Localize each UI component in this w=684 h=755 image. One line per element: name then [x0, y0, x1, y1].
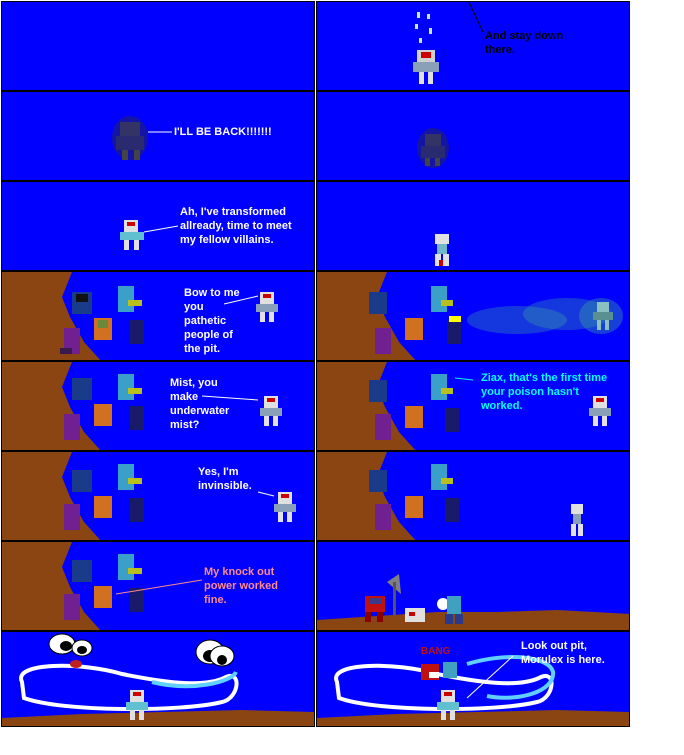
shadow-villain-icon	[112, 116, 148, 160]
pit-cliff-wall	[2, 542, 102, 631]
pit-cliff-wall	[2, 362, 102, 451]
comic-panel-3	[1, 91, 315, 181]
comic-panel-14	[316, 541, 630, 631]
comic-panel-11	[1, 451, 315, 541]
shadow-villain-icon	[417, 128, 449, 168]
hero-back-icon	[435, 234, 449, 266]
comic-panel-7	[1, 271, 315, 361]
hero-figure-icon	[120, 220, 144, 250]
hero-figure-icon	[260, 396, 282, 426]
hero-figure-icon	[274, 492, 296, 522]
hero-back-icon	[571, 504, 583, 536]
falling-sparkles-icon	[415, 12, 432, 43]
villain-group-icon	[64, 464, 144, 530]
pit-cliff-wall	[317, 272, 417, 361]
googly-eyes-icon	[49, 634, 92, 668]
caption-transformed: Ah, I've transformed allready, time to meet my fellow villains.	[180, 206, 292, 246]
panel-4-art	[317, 92, 630, 181]
sea-floor	[317, 710, 630, 727]
sea-floor	[2, 710, 315, 727]
comic-panel-13	[1, 541, 315, 631]
caption-invinsible: Yes, I'm invinsible.	[198, 466, 252, 492]
villain-group-icon	[60, 286, 144, 354]
pit-cliff-wall	[2, 272, 102, 361]
comic-panel-4	[316, 91, 630, 181]
villain-group-icon	[64, 554, 144, 620]
comic-panel-5	[1, 181, 315, 271]
hero-figure-icon	[413, 50, 439, 84]
comic-panel-2	[316, 1, 630, 91]
pit-cliff-wall	[317, 362, 417, 451]
panel-6-art	[317, 182, 630, 271]
villain-group-icon	[64, 374, 144, 440]
caption-look-out-pit: Look out pit, Morulex is here.	[521, 640, 605, 666]
panel-9-art	[2, 362, 315, 451]
comic-panel-8	[316, 271, 630, 361]
comic-panel-6	[316, 181, 630, 271]
panel-8-art	[317, 272, 630, 361]
panel-11-art	[2, 452, 315, 541]
googly-eyes-icon	[196, 640, 234, 666]
panel-14-art	[317, 542, 630, 631]
panel-2-art	[317, 2, 630, 91]
knocked-hero-icon	[405, 608, 425, 622]
caption-and-stay-down: And stay down there.	[485, 30, 564, 56]
panel-15-art	[2, 632, 315, 727]
comic-panel-1	[1, 1, 315, 91]
comic-panel-16	[316, 631, 630, 727]
pit-cliff-wall	[2, 452, 102, 541]
caption-knock-out: My knock out power worked fine.	[204, 566, 278, 606]
panel-7-art	[2, 272, 315, 361]
clash-figures-icon	[421, 662, 457, 680]
comic-panel-9	[1, 361, 315, 451]
caption-bow-to-me: Bow to me you pathetic people of the pit.	[184, 287, 240, 355]
comic-panel-12	[316, 451, 630, 541]
pit-cliff-wall	[317, 452, 417, 541]
caption-ziax-poison: Ziax, that's the first time your poison hasn't worked.	[481, 372, 608, 412]
sfx-bang: BANG	[421, 646, 451, 657]
caption-mist: Mist, you make underwater mist?	[170, 377, 230, 431]
sea-floor	[317, 610, 630, 631]
comic-panel-15	[1, 631, 315, 727]
hero-figure-icon	[256, 292, 278, 322]
comic-panel-10	[316, 361, 630, 451]
caption-ill-be-back: I'LL BE BACK!!!!!!!	[174, 126, 272, 138]
axe-villain-icon	[365, 574, 401, 622]
panel-12-art	[317, 452, 630, 541]
